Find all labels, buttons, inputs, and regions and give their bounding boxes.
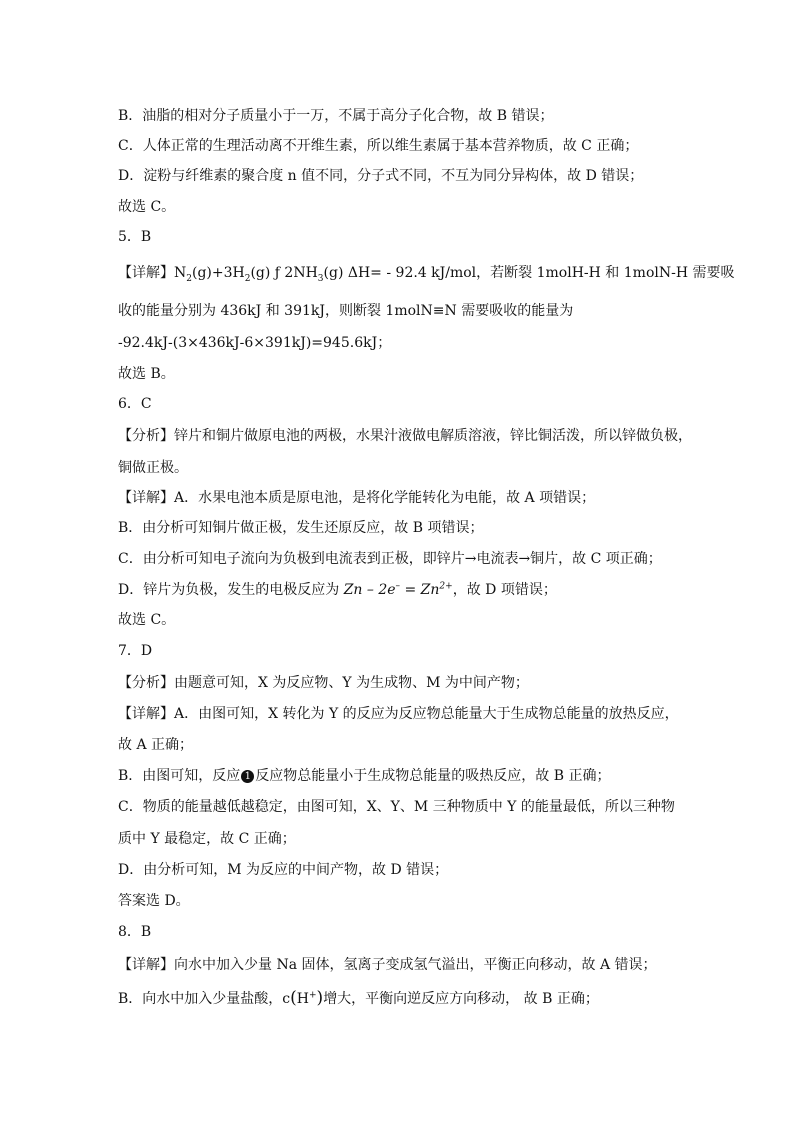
question-number: 6．C	[118, 396, 152, 412]
text-line: 故选 B。	[118, 366, 175, 382]
text-line: D．淀粉与纤维素的聚合度 n 值不同，分子式不同，不互为同分异构体，故 D 错误；	[118, 168, 644, 184]
question-number: 5．B	[118, 229, 152, 245]
text-line: C．由分析可知电子流向为负极到电流表到正极，即锌片→电流表→铜片，故 C 项正确；	[118, 551, 662, 567]
text-line: -92.4kJ-(3×436kJ-6×391kJ)=945.6kJ；	[118, 335, 392, 351]
text-line: 故 A 正确；	[118, 737, 194, 753]
text-line: 【详解】A．由图可知，X 转化为 Y 的反应为反应物总能量大于生成物总能量的放热反应，	[118, 706, 679, 722]
text-line: B．由分析可知铜片做正极，发生还原反应，故 B 项错误；	[118, 520, 484, 536]
text-line: 答案选 D。	[118, 893, 190, 909]
formula: $N_2(g)+3H_2(g)$ ƒ $2NH_3(g)$ ΔH= - 92.4 kJ/mol	[174, 265, 477, 284]
text-line: B．油脂的相对分子质量小于一万，不属于高分子化合物，故 B 错误；	[118, 108, 554, 124]
text-line: 【分析】由题意可知，X 为反应物、Y 为生成物、M 为中间产物；	[118, 675, 529, 691]
circled-number: 1	[241, 770, 254, 783]
text-line: 【详解】A．水果电池本质是原电池，是将化学能转化为电能，故 A 项错误；	[118, 490, 596, 506]
electrode-equation: $Zn - 2e^- = Zn^{2+}$	[343, 581, 453, 598]
text-line: 【分析】锌片和铜片做原电池的两极，水果汁液做电解质溶液，锌比铜活泼，所以锌做负极，	[118, 428, 692, 444]
text-line: B．向水中加入少量盐酸，c(H+)增大，平衡向逆反应方向移动， 故 B 正确；	[118, 988, 599, 1008]
section-tag: 【详解】	[118, 265, 174, 281]
text-line: 故选 C。	[118, 199, 176, 215]
text-line: 质中 Y 最稳定，故 C 正确；	[118, 831, 296, 847]
question-number: 7．D	[118, 643, 153, 659]
text-line: 【详解】向水中加入少量 Na 固体，氢离子变成氢气溢出，平衡正向移动，故 A 错误；	[118, 957, 657, 973]
question-number: 8．B	[118, 924, 152, 940]
hydrogen-ion: H+	[296, 990, 317, 1007]
text-line: 故选 C。	[118, 612, 176, 628]
text-line-equation: D．锌片为负极，发生的电极反应为 $Zn - 2e^- = Zn^{2+}$，故 D 项错误；	[118, 581, 557, 598]
text-line: D．由分析可知，M 为反应的中间产物，故 D 错误；	[118, 862, 449, 878]
text-line: C．人体正常的生理活动离不开维生素，所以维生素属于基本营养物质，故 C 正确；	[118, 138, 639, 154]
text-line: 铜做正极。	[118, 460, 188, 476]
text-line: B．由图可知，反应 1 反应物总能量小于生成物总能量的吸热反应，故 B 正确；	[118, 768, 611, 784]
text-line-formula: 【详解】$N_2(g)+3H_2(g)$ ƒ $2NH_3(g)$ ΔH= - 92.4 kJ/mol，若断裂 1molH-H 和 1molN-H 需要吸	[118, 265, 735, 284]
text-line: C．物质的能量越低越稳定，由图可知，X、Y、M 三种物质中 Y 的能量最低，所以三种物	[118, 799, 675, 815]
text-line: 收的能量分别为 436kJ 和 391kJ，则断裂 1molN≡N 需要吸收的能量为	[118, 303, 574, 319]
